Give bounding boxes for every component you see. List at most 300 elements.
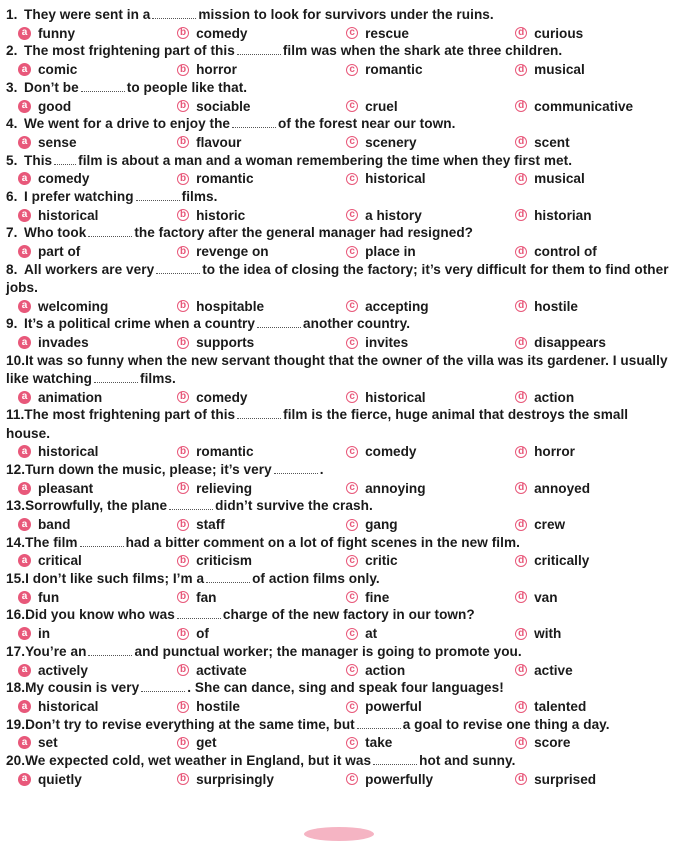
option-letter-icon: d [515,246,527,258]
option-letter-icon: c [346,27,358,39]
question-text-before: I don’t like such films; I’m a [25,571,205,587]
option-label: scent [534,134,570,150]
question-stem [6,461,672,479]
question-text-after: the factory after the general manager had resigned? [134,225,474,241]
option-letter-icon: b [177,446,189,458]
option-a[interactable] [6,335,165,350]
option-label: communicative [534,98,634,114]
answer-blank[interactable] [232,118,276,128]
question-text-after: hot and sunny. [419,753,516,769]
question-stem [6,6,672,24]
option-letter-icon: d [515,173,527,185]
option-letter-icon: a [18,136,31,149]
option-d[interactable] [497,62,672,77]
question-number: 14. [6,534,26,550]
answer-blank[interactable] [80,537,124,547]
option-a[interactable] [6,390,165,405]
option-label: historical [365,389,426,405]
answer-options [6,697,672,715]
option-label: historic [196,207,246,223]
option-letter-icon: d [515,391,527,403]
option-d[interactable] [497,481,672,496]
question-text-after: and punctual worker; the manager is going to promote you. [134,643,522,659]
option-letter-icon: a [18,627,31,640]
answer-blank[interactable] [169,500,213,510]
option-b[interactable] [165,99,328,114]
option-label: critical [38,553,82,569]
option-letter-icon: a [18,773,31,786]
question-text-before: Don’t try to revise everything at the same time, but [25,716,355,732]
option-a[interactable] [6,208,165,223]
option-c[interactable] [328,735,497,750]
question-text-after: charge of the new factory in our town? [222,607,475,623]
option-label: curious [534,25,584,41]
option-d[interactable] [497,699,672,714]
option-a[interactable] [6,62,165,77]
option-c[interactable] [328,135,497,150]
question-stem [6,315,672,333]
option-letter-icon: c [346,337,358,349]
option-d[interactable] [497,26,672,41]
question-number: 20. [6,753,26,769]
question-text-after: another country. [303,316,411,332]
option-b[interactable] [165,626,328,641]
option-letter-icon: d [515,300,527,312]
option-label: invites [365,335,409,351]
answer-blank[interactable] [274,464,318,474]
question-number: 18. [6,680,26,696]
answer-blank[interactable] [237,45,281,55]
option-a[interactable] [6,626,165,641]
option-letter-icon: d [515,519,527,531]
option-letter-icon: d [515,664,527,676]
option-letter-icon: d [515,100,527,112]
option-d[interactable] [497,244,672,259]
question-number: 16. [6,607,26,623]
option-letter-icon: c [346,136,358,148]
answer-blank[interactable] [237,409,281,419]
question-number: 7. [6,225,18,241]
answer-blank[interactable] [206,573,250,583]
option-c[interactable] [328,444,497,459]
question [6,679,672,715]
option-b[interactable] [165,590,328,605]
option-letter-icon: a [18,591,31,604]
answer-options [6,661,672,679]
option-letter-icon: b [177,136,189,148]
answer-blank[interactable] [81,82,125,92]
answer-options [6,552,672,570]
option-a[interactable] [6,26,165,41]
option-label: musical [534,171,585,187]
option-b[interactable] [165,699,328,714]
answer-options [6,297,672,315]
question-text-after: . She can dance, sing and speak four languages! [187,680,504,696]
question-text-before: You’re an [25,643,87,659]
option-b[interactable] [165,244,328,259]
option-c[interactable] [328,626,497,641]
option-a[interactable] [6,244,165,259]
option-letter-icon: c [346,391,358,403]
question [6,315,672,351]
option-letter-icon: c [346,591,358,603]
question-text-after: to the idea of closing the factory; it’s very difficult for them to find other jobs. [6,261,669,295]
option-letter-icon: a [18,700,31,713]
option-c[interactable] [328,171,497,186]
option-b[interactable] [165,735,328,750]
question-number: 6. [6,188,18,204]
option-label: horror [196,62,237,78]
option-label: historical [365,171,426,187]
option-label: pleasant [38,480,94,496]
question-text-before: It was so funny when the new servant thought that the owner of the villa was its gardener. I usually like watching [6,352,668,386]
option-letter-icon: b [177,100,189,112]
question [6,497,672,533]
option-letter-icon: a [18,554,31,567]
question-text-after: mission to look for survivors under the ruins. [198,7,494,22]
option-d[interactable] [497,171,672,186]
option-letter-icon: d [515,628,527,640]
option-c[interactable] [328,699,497,714]
option-letter-icon: d [515,64,527,76]
option-b[interactable] [165,335,328,350]
option-d[interactable] [497,772,672,787]
option-d[interactable] [497,553,672,568]
option-label: critically [534,553,590,569]
option-c[interactable] [328,390,497,405]
option-b[interactable] [165,171,328,186]
option-letter-icon: b [177,27,189,39]
question-number: 10. [6,352,26,368]
question-stem [6,152,672,170]
option-letter-icon: c [346,300,358,312]
question-number: 12. [6,461,26,477]
option-d[interactable] [497,444,672,459]
option-letter-icon: b [177,737,189,749]
option-letter-icon: a [18,245,31,258]
question-text-before: My cousin is very [25,680,140,696]
option-letter-icon: b [177,628,189,640]
option-a[interactable] [6,590,165,605]
question-stem [6,224,672,242]
option-a[interactable] [6,553,165,568]
answer-options [6,479,672,497]
question-text-before: This [24,152,53,168]
option-label: of [196,626,209,642]
option-label: powerfully [365,771,434,787]
question [6,6,672,42]
question-text-before: The film [25,534,78,550]
option-a[interactable] [6,299,165,314]
answer-blank[interactable] [88,646,132,656]
option-label: funny [38,25,75,41]
question-text-before: The most frightening part of this [24,407,236,423]
option-letter-icon: b [177,64,189,76]
answer-blank[interactable] [156,264,200,274]
option-a[interactable] [6,663,165,678]
question-text-before: Who took [24,225,87,241]
page-footer-mark [304,827,374,841]
option-label: welcoming [38,298,109,314]
answer-blank[interactable] [88,227,132,237]
option-letter-icon: b [177,664,189,676]
answer-blank[interactable] [152,9,196,19]
option-b[interactable] [165,299,328,314]
question [6,188,672,224]
option-label: gang [365,517,398,533]
question-number: 17. [6,643,26,659]
question-text-after: had a bitter comment on a lot of fight scenes in the new film. [125,534,520,550]
option-letter-icon: a [18,391,31,404]
answer-blank[interactable] [373,755,417,765]
option-label: sense [38,134,77,150]
question-stem [6,352,672,388]
option-label: place in [365,244,416,260]
option-label: in [38,626,51,642]
option-label: activate [196,662,247,678]
option-a[interactable] [6,481,165,496]
option-label: fan [196,589,217,605]
option-label: supports [196,335,255,351]
question-stem [6,606,672,624]
option-c[interactable] [328,590,497,605]
option-letter-icon: b [177,591,189,603]
answer-options [6,734,672,752]
option-label: comedy [365,444,417,460]
option-label: disappears [534,335,606,351]
option-label: action [365,662,406,678]
question-stem [6,188,672,206]
option-a[interactable] [6,99,165,114]
option-b[interactable] [165,517,328,532]
option-c[interactable] [328,299,497,314]
question-text-after: of the forest near our town. [278,116,456,132]
option-c[interactable] [328,481,497,496]
answer-blank[interactable] [357,719,401,729]
option-a[interactable] [6,444,165,459]
option-letter-icon: c [346,64,358,76]
option-b[interactable] [165,62,328,77]
option-c[interactable] [328,335,497,350]
option-label: band [38,517,71,533]
option-c[interactable] [328,244,497,259]
answer-options [6,770,672,788]
option-label: horror [534,444,575,460]
option-label: active [534,662,573,678]
question [6,115,672,151]
option-label: surprised [534,771,597,787]
option-d[interactable] [497,135,672,150]
option-b[interactable] [165,135,328,150]
option-label: animation [38,389,103,405]
question-text-after: films. [181,188,218,204]
question-text-before: They were sent in a [24,7,151,22]
option-letter-icon: b [177,701,189,713]
answer-blank[interactable] [141,682,185,692]
answer-blank[interactable] [54,155,76,165]
question-text-before: Sorrowfully, the plane [25,498,168,514]
option-label: scenery [365,134,417,150]
question-text-before: Don’t be [24,79,79,95]
option-d[interactable] [497,590,672,605]
option-label: fine [365,589,390,605]
option-label: hostile [534,298,578,314]
option-d[interactable] [497,208,672,223]
option-label: fun [38,589,60,605]
option-a[interactable] [6,735,165,750]
option-b[interactable] [165,553,328,568]
option-d[interactable] [497,663,672,678]
question [6,152,672,188]
answer-options [6,133,672,151]
option-label: at [365,626,378,642]
option-letter-icon: a [18,209,31,222]
option-c[interactable] [328,62,497,77]
option-d[interactable] [497,735,672,750]
option-letter-icon: c [346,628,358,640]
option-label: comedy [38,171,90,187]
question-number: 1. [6,7,18,22]
question-text-after: film was when the shark ate three children. [282,43,563,59]
answer-options [6,388,672,406]
option-letter-icon: c [346,246,358,258]
question-stem [6,42,672,60]
option-letter-icon: d [515,446,527,458]
question-number: 13. [6,498,26,514]
question-text-before: Turn down the music, please; it’s very [25,461,272,477]
option-d[interactable] [497,390,672,405]
question [6,570,672,606]
option-b[interactable] [165,772,328,787]
option-letter-icon: c [346,173,358,185]
question [6,643,672,679]
option-label: flavour [196,134,242,150]
option-c[interactable] [328,26,497,41]
answer-blank[interactable] [94,373,138,383]
question-number: 8. [6,261,18,277]
question-stem [6,497,672,515]
option-d[interactable] [497,335,672,350]
option-letter-icon: b [177,391,189,403]
answer-options [6,516,672,534]
answer-blank[interactable] [257,318,301,328]
question [6,42,672,78]
option-letter-icon: a [18,736,31,749]
answer-blank[interactable] [136,191,180,201]
option-label: control of [534,244,597,260]
question-text-before: All workers are very [24,261,155,277]
option-label: set [38,735,58,751]
option-label: rescue [365,25,409,41]
option-label: take [365,735,393,751]
option-label: talented [534,699,587,715]
option-label: romantic [365,62,423,78]
option-letter-icon: b [177,519,189,531]
option-label: a history [365,207,422,223]
option-label: comedy [196,389,248,405]
option-label: historical [38,444,99,460]
option-label: criticism [196,553,253,569]
option-letter-icon: c [346,664,358,676]
question [6,461,672,497]
option-letter-icon: a [18,300,31,313]
option-letter-icon: d [515,209,527,221]
option-letter-icon: d [515,773,527,785]
question-stem [6,79,672,97]
option-label: historical [38,207,99,223]
answer-blank[interactable] [177,609,221,619]
option-label: van [534,589,558,605]
option-letter-icon: b [177,300,189,312]
option-c[interactable] [328,99,497,114]
option-d[interactable] [497,626,672,641]
option-letter-icon: b [177,246,189,258]
option-label: surprisingly [196,771,274,787]
question-stem [6,643,672,661]
option-c[interactable] [328,208,497,223]
option-b[interactable] [165,390,328,405]
option-label: staff [196,517,225,533]
option-d[interactable] [497,299,672,314]
option-b[interactable] [165,481,328,496]
option-label: cruel [365,98,398,114]
question-text-after: of action films only. [252,571,380,587]
option-letter-icon: b [177,773,189,785]
question-text-after: film is the fierce, huge animal that destroys the small house. [6,407,629,441]
option-letter-icon: a [18,27,31,40]
option-c[interactable] [328,772,497,787]
option-label: critic [365,553,398,569]
option-b[interactable] [165,663,328,678]
option-b[interactable] [165,444,328,459]
option-label: invades [38,335,89,351]
question-text-after: a goal to revise one thing a day. [402,716,610,732]
option-c[interactable] [328,553,497,568]
question-text-after: films. [140,370,176,386]
option-label: powerful [365,699,422,715]
option-d[interactable] [497,99,672,114]
option-letter-icon: a [18,63,31,76]
option-a[interactable] [6,171,165,186]
question [6,534,672,570]
option-b[interactable] [165,26,328,41]
answer-options [6,443,672,461]
question-text-before: Did you know who was [25,607,175,623]
option-c[interactable] [328,517,497,532]
option-label: revenge on [196,244,269,260]
option-a[interactable] [6,699,165,714]
question-stem [6,570,672,588]
option-label: comic [38,62,78,78]
option-label: quietly [38,771,82,787]
option-a[interactable] [6,772,165,787]
option-a[interactable] [6,135,165,150]
option-c[interactable] [328,663,497,678]
answer-options [6,61,672,79]
option-label: sociable [196,98,251,114]
option-letter-icon: a [18,664,31,677]
question-text-before: The most frightening part of this [24,43,235,59]
option-letter-icon: b [177,555,189,567]
question-text-after: film is about a man and a woman remembering the time when they first met. [78,152,573,168]
question-text-before: It’s a political crime when a country [24,316,255,332]
option-b[interactable] [165,208,328,223]
option-label: musical [534,62,585,78]
option-d[interactable] [497,517,672,532]
question [6,716,672,752]
option-letter-icon: a [18,445,31,458]
option-a[interactable] [6,517,165,532]
